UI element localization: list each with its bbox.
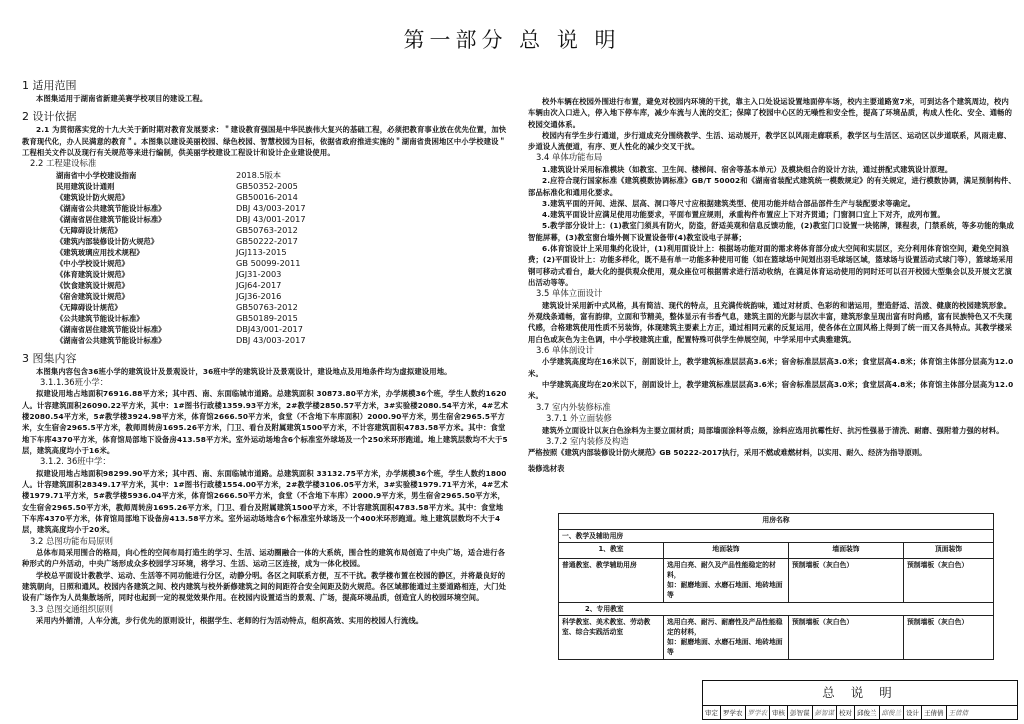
table-section-1: 一、教学及辅助用房	[559, 530, 994, 543]
standard-code: GB 50099-2011	[236, 257, 301, 268]
section-3-heading: 3 图集内容	[22, 351, 77, 365]
table-cell: 科学教室、美术教室、劳动教室、综合实践活动室	[559, 616, 664, 660]
standard-row	[56, 214, 386, 225]
standard-name: 《湖南省居住建筑节能设计标准》	[56, 214, 166, 224]
section-3-4-item-4: 4.建筑平面设计应满足使用功能要求，平面布置应规则，承重构件布置应上下对齐贯通；门窗洞口宜上下对齐，成列布置。	[542, 210, 945, 220]
section-3-1-1-heading: 3.1.1.36班小学：	[40, 376, 109, 387]
table-cell: 预制墙板（灰白色）	[904, 616, 994, 660]
standard-row	[56, 258, 386, 269]
standard-code: GB50189-2015	[236, 312, 298, 323]
standard-name: 《湖南省公共建筑节能设计标准》	[56, 203, 166, 213]
standard-name: 《体育建筑设计规范》	[56, 269, 129, 279]
standard-name: 湖南省中小学校建设指南	[56, 170, 137, 180]
standard-code: DBJ43/001-2017	[236, 323, 303, 334]
left-column	[22, 78, 510, 626]
section-3-1-2-body: 拟建设用地占地面积98299.90平方米；其中西、南、东面临城市道路。总建筑面积 33132.75平方米，办学规模36个班，学生人数约1800人。计容建筑面积28349.17平方米，其中：1#图书行政楼1554.00平方米，2#教学楼3106.05平方米，3#实验楼1979.71平方米，4#艺术楼1979.71平方米，5#教学楼5936.04平方米，体育馆2666.50平方米，食堂（不含地下车库）2000.9平方米，男生宿舍2965.50平方米，女生宿舍2965.50平方米，教师周转房1695.26平方米，门卫、看台及附属建筑1500平方米，不计容建筑面积4783.58平方米。其中：食堂地下车库4370平方米，体育馆局部地下设备房413.58平方米。室外运动场地含6个标准室外球场及一个400米环形跑道。地上建筑层数均不大于4层，建筑高度均小于20米。	[22, 468, 509, 535]
standard-row	[56, 302, 386, 313]
section-3-1-1-body: 拟建设用地占地面积76916.88平方米；其中西、南、东面临城市道路。总建筑面积 30873.80平方米，办学规模36个班，学生人数约1620人。计容建筑面积26090.22平方米，其中：1#图书行政楼1359.93平方米，2#教学楼2850.57平方米，3#实验楼2080.54平方米，4#艺术楼2080.54平方米，5#教学楼3924.98平方米，体育馆2666.50平方米，食堂（不含地下车库面积）2000.90平方米，男生宿舍2965.5平方米，女生宿舍2965.5平方米，教师周转房1695.26平方米，门卫、看台及附属建筑1500平方米，不计容建筑面积4783.58平方米。其中：食堂地下车库4370平方米，体育馆局部地下设备房413.58平方米。室外运动场地含6个标准室外球场及一个250米环形跑道。地上建筑层数均不大于5层，建筑高度均小于16米。	[22, 389, 509, 455]
standard-row	[56, 236, 386, 247]
standard-row	[56, 203, 386, 214]
section-3-2-body-2: 学校总平面设计教教学、运动、生活等不同功能进行分区，动静分明。各区之间联系方便，互不干扰。教学楼布置在校园的静区，并将最良好的建筑朝向，日照和通风。校园内各建筑之间、校内建筑与校外新修建筑之间的间距符合安全间距及防火规范。各区域都能通过主要道路相连，大门处设有广场作为人员集散场所，同时也起到一定的视觉效果作用。在校园内设置适当的景观、广场，提高环境品质，创造宜人的校园环境空间。	[22, 570, 507, 603]
standard-code: GB50763-2012	[236, 301, 298, 312]
standard-name: 《无障碍设计规范》	[56, 225, 122, 235]
standard-row	[56, 192, 386, 203]
standard-row	[56, 313, 386, 324]
section-3-2-heading: 3.2 总图功能布局原则	[30, 535, 113, 546]
section-3-4-item-5: 5.教学部分设计上：(1)教室门须具有防火，防盗，舒适美观和信息反馈功能，(2)教室门口设置一块铭牌，课程表，门禁系统，等多功能的集成智能屏幕，(3)教室窗台墙外侧下设置设备带(4)教室设电子屏幕；	[528, 221, 1014, 242]
section-3-7-2-heading: 3.7.2 室内装修及构造	[546, 435, 629, 446]
tb-signature: 王倩倩	[948, 709, 968, 717]
section-3-4-item-6: 6.体育馆设计上采用集约化设计，(1)利用面设计上：根据场功能对面的需求将体育部分成大空间和实层区，充分利用体育馆空间，避免空间浪费；(2)平面设计上：功能多样化，既不是有单一功能多种使用可能（如在篮球场中间划出羽毛球场区域，篮球场与设置活动式球门等），篮球场采用钢可移动式看台，最大化的提供观众使用，观众座位可根据需求进行活动收纳，在满足体育运动使用的同时还可以召开校园大型集会以及开展文艺演出活动等等。	[528, 244, 1014, 287]
table-col-wall: 墙面装饰	[789, 543, 904, 559]
tb-label: 审定	[703, 706, 721, 720]
standard-name: 《中小学校设计规范》	[56, 258, 129, 268]
section-3-4-item-1: 1.建筑设计采用标准模块（如教室、卫生间、楼梯间、宿舍等基本单元）及模块组合的设计方法，通过拼配式建筑设计原理。	[542, 164, 953, 174]
title-block-title: 总 说 明	[703, 681, 1017, 706]
standard-code: JGJ31-2003	[236, 268, 282, 279]
standard-row	[56, 181, 386, 192]
tb-signature: 罗学农	[746, 706, 771, 720]
section-1-body: 本图集适用于湖南省新建美赛学校项目的建设工程。	[36, 94, 208, 103]
standard-code: 2018.5版本	[236, 169, 282, 180]
table-cell: 预制墙板（灰白色）	[904, 559, 994, 603]
section-3-4-item-2: 2.应符合现行国家标准《建筑模数协调标准》GB/T 50002和《湖南省装配式建筑统一模数规定》的有关规定，进行模数协调，满足预制构件、部品标准化和通用化要求。	[528, 176, 1016, 197]
table-cell: 预制墙板（灰白色）	[789, 559, 904, 603]
section-1-heading: 1 适用范围	[22, 79, 77, 92]
standard-code: GB50222-2017	[236, 235, 298, 246]
section-3-1-2-heading: 3.1.2. 36班中学：	[40, 456, 111, 467]
section-3-6-body-2: 中学建筑高度均在20米以下，剖面设计上，教学建筑标准层层高3.6米；宿舍标准层层高3.0米；食堂层高4.8米；体育馆主体部分层高为12.0米。	[528, 380, 1014, 401]
table-col-floor: 地面装饰	[664, 543, 789, 559]
standard-code: JGJ36-2016	[236, 290, 282, 301]
standard-name: 《湖南省居住建筑节能设计标准》	[56, 324, 166, 334]
standard-row	[56, 225, 386, 236]
traffic-intro-1: 校外车辆在校园外围进行布置，避免对校园内环境的干扰，靠主入口处设运设置地面停车场，校内主要道路宽7米，可到达各个建筑周边，校内车辆由次入口进入，停入地下停车库，减少车流与人流的交汇；保障了校园中心区的无噪性和安全性，提高了环境品质，构成人性化、安全、通畅的校园交通体系。	[528, 97, 1013, 129]
standard-code: DBJ 43/003-2017	[236, 202, 306, 213]
tb-signature: 彭智谋	[813, 706, 838, 720]
finish-materials-table	[558, 513, 994, 660]
section-3-3-heading: 3.3 总图交通组织原则	[30, 603, 113, 614]
tb-name: 王倩倩	[922, 706, 947, 720]
section-3-7-heading: 3.7 室内外装修标准	[536, 401, 611, 412]
traffic-intro-2: 校园内有学生步行通道，步行道成充分围绕教学、生活、运动展开，教学区以风雨走廊联系，教学区与生活区、运动区以步道联系，风雨走廊、步道设人流便道，有序、更人性化的减少交叉干扰。	[528, 130, 1012, 152]
standard-row	[56, 280, 386, 291]
standard-name: 民用建筑设计通则	[56, 181, 115, 191]
section-3-5-heading: 3.5 单体立面设计	[536, 288, 603, 299]
standard-row	[56, 269, 386, 280]
section-3-3-body: 采用内外循清，人车分流，步行优先的原则设计，根据学生、老师的行为活动特点，组织高效、实用的校园人行流线。	[36, 616, 424, 626]
section-3-7-2-body: 严格按照《建筑内部装修设计防火规范》GB 50222-2017执行，采用不燃或难燃材料，以实用、耐久、经济为指导原则。	[528, 448, 927, 458]
standard-row	[56, 324, 386, 335]
section-3-7-1-heading: 3.7.1 外立面装修	[546, 413, 612, 424]
standard-name: 《建筑设计防火规范》	[56, 192, 129, 202]
standard-name: 《饮食建筑设计规范》	[56, 280, 129, 290]
tb-label: 设计	[904, 706, 922, 720]
table-col-classroom: 1、教室	[559, 543, 664, 559]
standard-code: JGJ113-2015	[236, 246, 287, 257]
title-block	[702, 680, 1018, 720]
title-block-signatures	[703, 706, 1017, 720]
table-head: 用房名称	[559, 514, 994, 530]
right-column	[528, 96, 1016, 474]
standard-code: JGJ64-2017	[236, 279, 282, 290]
section-3-5-body: 建筑设计采用新中式风格，具有简洁、现代的特点，且充满传统韵味，通过对材质、色彩的和谐运用，塑造舒适、活泼、健康的校园建筑形象。外观线条通畅，富有韵律，立面和节精美，整体显示有书香气息，建筑主面的光影与层次丰富，建筑形象呈现出富有时尚感，富有民族特色又不失现代感，合格建筑使用性质不另装饰，体现建筑主要素上方正，通过相同元素的反复运用，使各体在立面风格上得到了统一而又各具特点。其教学楼采用白色或灰色为主色调，中小学校建筑庄重，配置特殊可供学生伸展空间，中学采用中式典雅建筑。	[528, 300, 1013, 344]
section-2-1-body: 2.1 为贯彻落实党的十九大关于新时期对教育发展要求：＂建设教育强国是中华民族伟大复兴的基础工程，必须把教育事业放在优先位置，加快教育现代化，办人民满意的教育＂。本图集以建设美丽校园、绿色校园、智慧校园为目标，依据省政府推进实施的＂湖南省贵困地区中小学校建设＂工程相关文件以及现行有关规范等来进行编制，供美丽学校建设工程设计和设计企业建设使用。	[22, 125, 507, 157]
section-3-4-item-3: 3.建筑平面的开间、进深、层高、洞口等尺寸应根据建筑类型、使用功能并结合部品部件生产与装配要求等确定。	[542, 198, 916, 208]
section-3-6-body-1: 小学建筑高度均在16米以下，剖面设计上，教学建筑标准层层高3.6米；宿舍标准层层高3.0米；食堂层高4.8米；体育馆主体部分层高为12.0米。	[528, 357, 1014, 378]
standard-code: GB50763-2012	[236, 224, 298, 235]
section-2-2-heading: 2.2 工程建设标准	[30, 158, 97, 169]
tb-name: 彭智谋	[788, 706, 813, 720]
standard-name: 《公共建筑节能设计标准》	[56, 313, 144, 323]
table-cell: 选用白亮、耐污、耐磨性及产品性能稳定的材料， 如：耐磨地面、水磨石地面、地砖地面等	[664, 616, 789, 660]
standard-row	[56, 291, 386, 302]
table-cell: 普通教室、教学辅助用房	[559, 559, 664, 603]
tb-name: 罗学农	[721, 706, 746, 720]
standard-name: 《建筑内部装修设计防火规范》	[56, 236, 159, 246]
standard-code: DBJ 43/003-2017	[236, 334, 306, 345]
standard-name: 《湖南省公共建筑节能设计标准》	[56, 335, 166, 345]
standard-row	[56, 247, 386, 258]
tb-name: 邱俊兰	[855, 706, 880, 720]
standard-code: DBJ 43/001-2017	[236, 213, 306, 224]
section-3-intro: 本图集内容包含36班小学的建筑设计及景观设计，36班中学的建筑设计及景观设计，建设地点及用地条件均为虚拟建设用地。	[36, 366, 452, 376]
standard-row	[56, 335, 386, 346]
section-3-2-body-1: 总体布局采用围合的格局，向心性的空间布局打造生的学习、生活、运动圈融合一体的大系统，围合性的建筑布局创造了中央广场，适合进行各种形式的户外活动，中央广场形成众多校园学习环境，将学习、生活、运动三区连接，成为一体化校园。	[22, 548, 506, 569]
standard-code: GB50016-2014	[236, 191, 298, 202]
tb-label: 校对	[837, 706, 855, 720]
section-3-6-heading: 3.6 单体剖设计	[536, 344, 594, 355]
standard-code: GB50352-2005	[236, 180, 298, 191]
tb-signature: 邱俊兰	[880, 706, 905, 720]
page-title: 第一部分 总 说 明	[403, 28, 621, 52]
table-cell: 选用白亮、耐久及产品性能稳定的材料， 如：耐磨地面、水磨石地面、地砖地面等	[664, 559, 789, 603]
table-caption: 装修选材表	[528, 463, 565, 473]
table-col-ceiling: 顶面装饰	[904, 543, 994, 559]
section-3-4-heading: 3.4 单体功能布局	[536, 152, 603, 163]
table-cell: 预制墙板（灰白色）	[789, 616, 904, 660]
table-section-2: 2、专用教室	[559, 603, 994, 616]
tb-label: 审核	[770, 706, 788, 720]
standard-name: 《宿舍建筑设计规范》	[56, 291, 129, 301]
section-2-heading: 2 设计依据	[22, 110, 77, 124]
section-3-7-1-body: 建筑外立面设计以灰白色涂料为主要立面材质；局部墙面涂料等点缀，涂料应选用抗霉性好、抗污性强易于清洗、耐磨、强附着力强的材料。	[542, 425, 1004, 435]
standard-name: 《建筑玻璃应用技术规程》	[56, 247, 144, 257]
standard-row	[56, 170, 386, 181]
standard-name: 《无障碍设计规范》	[56, 302, 122, 312]
standards-table	[56, 170, 386, 346]
